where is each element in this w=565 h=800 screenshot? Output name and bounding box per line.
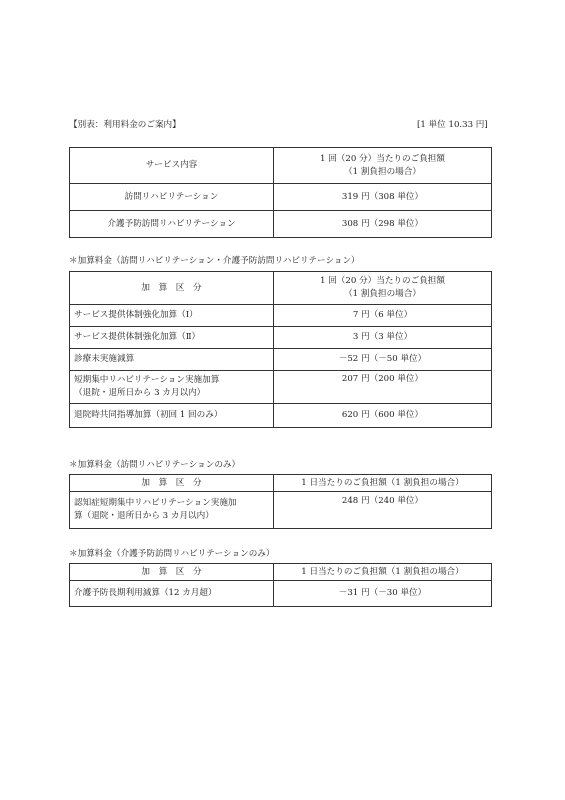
header-cost: 1 日当たりのご負担額（1 割負担の場合） [274,475,492,492]
table-header-row [70,564,492,581]
row-value: 620 円（600 単位） [274,404,492,428]
row-label-line2: 算（退院・退所日から 3 カ月以内） [74,511,214,521]
table-header-row [70,272,492,305]
header-cost-line1: 1 回（20 分）当たりのご負担額 [320,276,445,286]
row-value: 7 円（6 単位） [274,305,492,327]
row-label: サービス提供体制強化加算（Ⅱ） [70,327,274,349]
addon-table-visit [69,474,492,529]
row-label: 訪問リハビリテーション [70,184,274,211]
table-row [70,404,492,428]
row-label-line1: 短期集中リハビリテーション実施加算 [74,375,220,385]
addon-table-both [69,271,492,428]
row-label: 介護予防長期利用減算（12 カ月超） [70,581,274,607]
base-fee-table [69,147,492,238]
header-cost-line1: 1 回（20 分）当たりのご負担額 [320,153,445,164]
header-cost [274,148,492,184]
header-service: サービス内容 [70,148,274,184]
header-cost-line2: （1 割負担の場合） [344,289,421,299]
table-header-row [70,475,492,492]
header-cost [274,272,492,305]
unit-price: [1 単位 10.33 円] [417,120,488,130]
header-category: 加 算 区 分 [70,272,274,305]
section4-caption: ＊加算料金（介護予防訪問リハビリテーションのみ） [69,549,275,559]
row-label [70,371,274,404]
table-row [70,581,492,607]
table-row [70,371,492,404]
section2-caption: ＊加算料金（訪問リハビリテーション・介護予防訪問リハビリテーション） [69,256,360,266]
section3-caption: ＊加算料金（訪問リハビリテーションのみ） [69,460,241,470]
row-value: 248 円（240 単位） [274,492,492,529]
table-row [70,492,492,529]
row-value: 3 円（3 単位） [274,327,492,349]
header-category: 加 算 区 分 [70,475,274,492]
addon-table-prevention [69,563,492,607]
row-value: 207 円（200 単位） [274,371,492,404]
header-category: 加 算 区 分 [70,564,274,581]
row-label: サービス提供体制強化加算（Ⅰ） [70,305,274,327]
header-cost-line2: （1 割負担の場合） [344,166,421,177]
row-label-line1: 認知症短期集中リハビリテーション実施加 [74,498,237,508]
row-value: 308 円（298 単位） [274,211,492,238]
header-cost: 1 日当たりのご負担額（1 割負担の場合） [274,564,492,581]
row-label: 介護予防訪問リハビリテーション [70,211,274,238]
page-title: 【別表：利用料金のご案内】 [69,120,181,130]
row-value: －52 円（－50 単位） [274,349,492,371]
table-header-row [70,148,492,184]
table-row [70,184,492,211]
table-row [70,349,492,371]
row-label: 診療未実施減算 [70,349,274,371]
row-value: 319 円（308 単位） [274,184,492,211]
row-label-line2: （退院・退所日から 3 カ月以内） [74,388,206,398]
row-value: －31 円（－30 単位） [274,581,492,607]
row-label: 退院時共同指導加算（初回 1 回のみ） [70,404,274,428]
row-label [70,492,274,529]
table-row [70,305,492,327]
table-row [70,327,492,349]
table-row [70,211,492,238]
